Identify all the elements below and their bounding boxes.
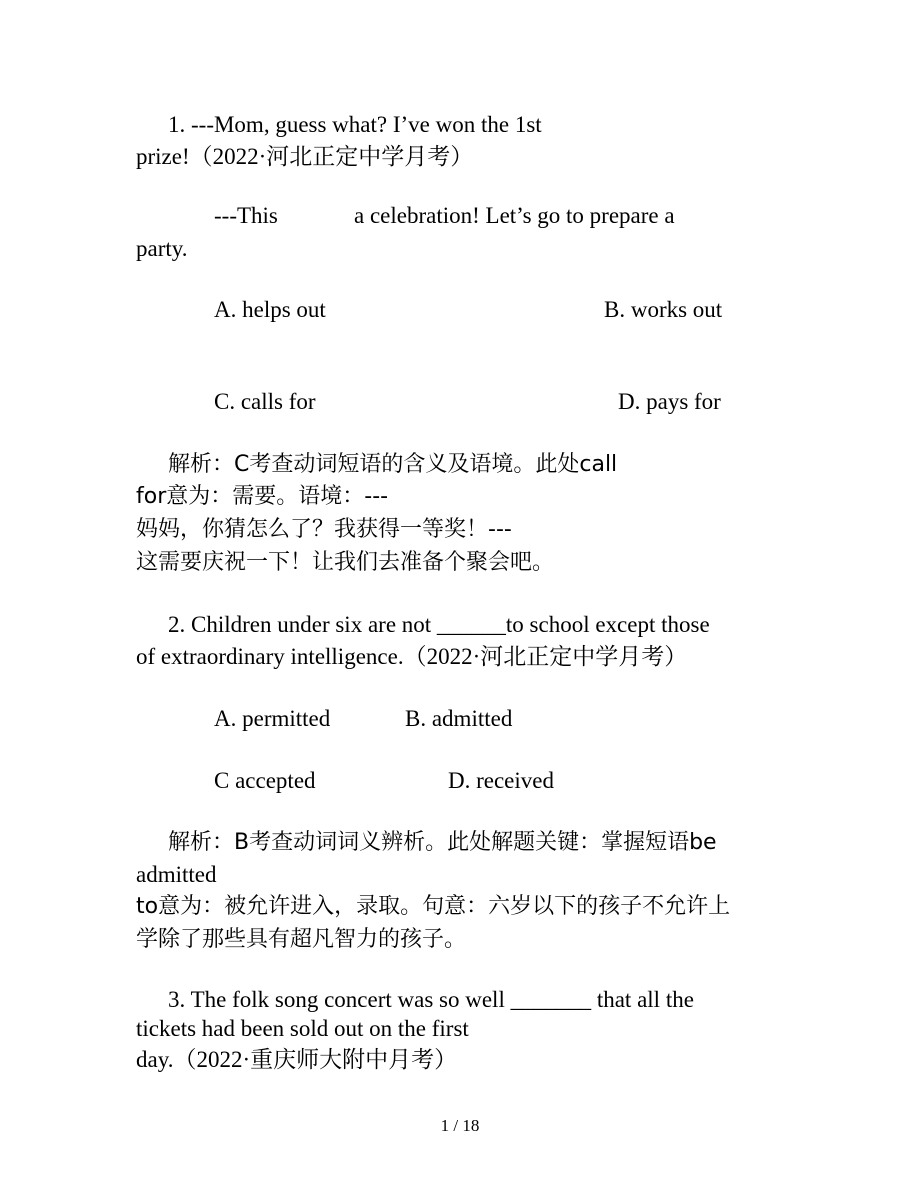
- q1-dialog-end: a celebration! Let’s go to prepare a: [354, 203, 675, 228]
- q1-option-b: B. works out: [604, 297, 723, 322]
- q2-stem-line2: of extraordinary intelligence.（2022·河北正定中学月考）: [136, 644, 688, 669]
- q1-explanation-line4: 这需要庆祝一下！让我们去准备个聚会吧。: [136, 550, 555, 575]
- q2-explanation-line4: 学除了那些具有超凡智力的孩子。: [136, 927, 467, 952]
- q1-option-a: A. helps out: [214, 297, 326, 322]
- q2-stem-line1: 2. Children under six are not ______to school except those: [168, 612, 710, 637]
- q1-stem-line2: prize!（2022·河北正定中学月考）: [136, 144, 474, 169]
- q2-option-b: B. admitted: [405, 706, 513, 731]
- q2-explanation-line2: admitted: [136, 862, 217, 887]
- q3-stem-line1: 3. The folk song concert was so well _______ that all the: [168, 987, 694, 1012]
- q3-stem-line2: tickets had been sold out on the first: [136, 1016, 469, 1041]
- q1-option-d: D. pays for: [618, 389, 721, 414]
- q1-stem-line1: 1. ---Mom, guess what? I’ve won the 1st: [168, 112, 542, 137]
- q3-stem-line3: day.（2022·重庆师大附中月考）: [136, 1047, 458, 1072]
- q2-explanation-line1: 解析：B考查动词词义辨析。此处解题关键：掌握短语be: [168, 830, 717, 855]
- q2-option-c: C accepted: [214, 768, 316, 793]
- q1-option-c: C. calls for: [214, 389, 316, 414]
- q1-dialog-line2: party.: [136, 236, 188, 261]
- q2-option-d: D. received: [448, 768, 554, 793]
- q1-dialog-start: ---This: [214, 203, 278, 228]
- q1-explanation-line1: 解析：C考查动词短语的含义及语境。此处call: [168, 452, 618, 477]
- q2-explanation-line3: to意为：被允许进入，录取。句意：六岁以下的孩子不允许上: [136, 894, 731, 919]
- q1-explanation-line2: for意为：需要。语境：---: [136, 484, 389, 509]
- q2-option-a: A. permitted: [214, 706, 331, 731]
- q1-explanation-line3: 妈妈，你猜怎么了？我获得一等奖！---: [136, 517, 512, 542]
- page-number: 1 / 18: [440, 1116, 480, 1135]
